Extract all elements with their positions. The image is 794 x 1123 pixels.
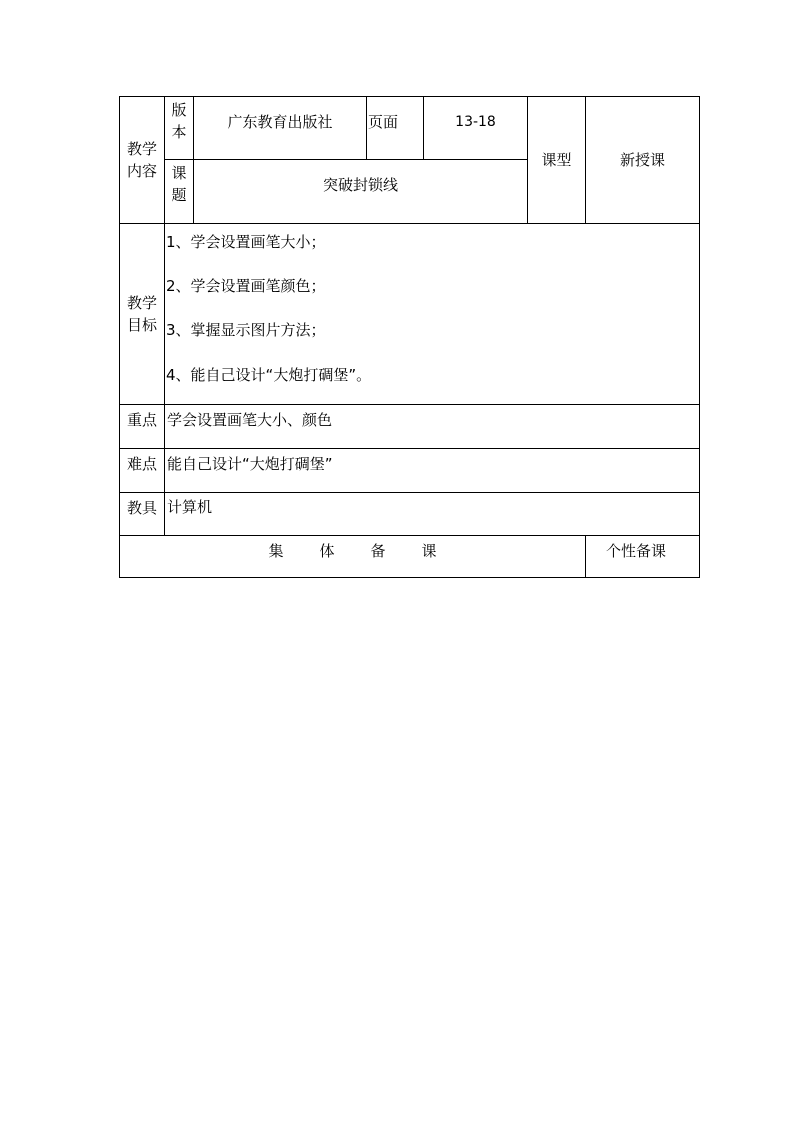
border-key-difficulty — [119, 448, 700, 449]
goal-item: 1、学会设置画笔大小； — [166, 233, 326, 251]
edition-value: 广东教育出版社 — [227, 113, 333, 131]
edition-value-cell — [194, 111, 366, 133]
tools-label-cell — [120, 493, 164, 523]
group-prep-char: 集 — [268, 542, 284, 560]
tools-label: 教具 — [126, 499, 157, 517]
content-label-line-1: 教学 — [126, 140, 157, 158]
goals-label-line-1: 教学 — [126, 294, 157, 312]
border-bottom — [119, 577, 700, 578]
personal-prep: 个性备课 — [605, 542, 666, 560]
page-label-cell — [368, 111, 423, 133]
group-prep-char: 备 — [370, 542, 386, 560]
topic-value-cell — [194, 160, 527, 210]
border-right — [699, 96, 700, 578]
lesson-type-value: 新授课 — [619, 151, 665, 169]
goal-item: 4、能自己设计“大炮打碉堡”。 — [166, 366, 372, 384]
key-label: 重点 — [126, 411, 157, 429]
border-edition-page — [366, 96, 367, 160]
key-label-cell — [120, 405, 164, 435]
edition-label-cell — [165, 99, 193, 159]
tools-value-cell — [165, 496, 699, 518]
goal-item: 2、学会设置画笔颜色； — [166, 277, 326, 295]
content-label-line-2: 内容 — [126, 162, 157, 180]
group-prep-cell — [120, 536, 585, 566]
edition-label-line-2: 本 — [171, 123, 187, 141]
group-prep-char: 课 — [421, 542, 437, 560]
goal-item: 3、掌握显示图片方法； — [166, 321, 326, 339]
topic-label-line-2: 题 — [171, 186, 187, 204]
page-label: 页面 — [368, 113, 399, 131]
difficulty-label-cell — [120, 449, 164, 479]
page-value: 13-18 — [455, 114, 496, 130]
border-difficulty-tools — [119, 492, 700, 493]
difficulty-value-cell — [165, 453, 699, 475]
page-value-cell — [424, 111, 527, 133]
topic-label-line-1: 课 — [171, 164, 187, 182]
group-prep-char: 体 — [319, 542, 335, 560]
content-label-cell — [120, 97, 164, 223]
difficulty-label: 难点 — [126, 455, 157, 473]
goals-label-cell — [120, 224, 164, 404]
difficulty-value: 能自己设计“大炮打碉堡” — [167, 455, 333, 473]
key-value-cell — [165, 409, 699, 431]
lesson-type-value-cell — [586, 97, 699, 223]
border-goals-key — [119, 404, 700, 405]
goals-label-line-2: 目标 — [126, 316, 157, 334]
topic-label-cell — [165, 162, 193, 222]
edition-label-line-1: 版 — [171, 101, 187, 119]
tools-value: 计算机 — [167, 498, 213, 516]
personal-prep-cell — [586, 536, 686, 566]
border-header-goals — [119, 223, 700, 224]
lesson-type-label-cell — [528, 97, 585, 223]
topic-value: 突破封锁线 — [322, 176, 398, 194]
key-value: 学会设置画笔大小、颜色 — [167, 411, 333, 429]
lesson-type-label: 课型 — [541, 151, 572, 169]
